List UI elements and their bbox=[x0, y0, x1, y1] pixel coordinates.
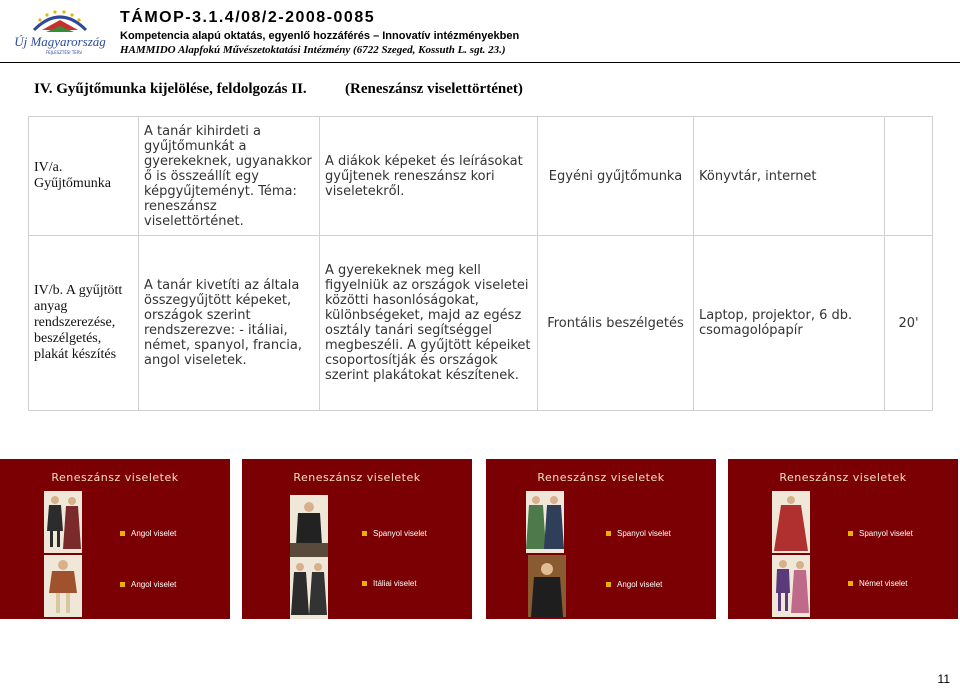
costume-figure-image bbox=[44, 491, 82, 553]
costume-figure-image bbox=[290, 557, 328, 619]
slide-thumbnail bbox=[728, 459, 958, 619]
institution-line: HAMMIDO Alapfokú Művészetoktatási Intézmény (6722 Szeged, Kossuth L. sgt. 23.) bbox=[120, 44, 506, 56]
method-cell: Egyéni gyűjtőmunka bbox=[538, 117, 694, 236]
bullet-icon bbox=[848, 531, 853, 536]
bullet-icon bbox=[606, 582, 611, 587]
slide-thumbnail bbox=[0, 459, 230, 619]
time-cell: 20' bbox=[885, 236, 933, 411]
student-activity-cell: A gyerekeknek meg kell figyelniük az országok viseletei közötti hasonlóságokat, különbségeket, majd az egész osztály tanári segítséggel megbeszéli. A gyűjtött képeiket csoportosítják és országok szerint plakátokat készítenek. bbox=[320, 236, 538, 411]
table-row bbox=[29, 117, 933, 236]
bullet-icon bbox=[362, 531, 367, 536]
student-activity-cell: A diákok képeket és leírásokat gyűjtenek reneszánsz kori viseletekről. bbox=[320, 117, 538, 236]
slide-bullet: Német viselet bbox=[848, 579, 907, 588]
slide-thumbnails bbox=[0, 459, 960, 619]
phase-cell: IV/b. A gyűjtött anyag rendszerezése, beszélgetés, plakát készítés bbox=[29, 236, 139, 411]
slide-bullet: Spanyol viselet bbox=[848, 529, 913, 538]
table-row bbox=[29, 236, 933, 411]
bullet-icon bbox=[362, 581, 367, 586]
bullet-icon bbox=[606, 531, 611, 536]
costume-figure-image bbox=[772, 555, 810, 617]
document-header bbox=[0, 0, 960, 62]
svg-text:Új Magyarország: Új Magyarország bbox=[14, 34, 106, 49]
page-number: 11 bbox=[937, 672, 950, 686]
section-subtitle: (Reneszánsz viselettörténet) bbox=[345, 81, 523, 97]
costume-figure-image bbox=[290, 495, 328, 557]
method-cell: Frontális beszélgetés bbox=[538, 236, 694, 411]
bullet-icon bbox=[120, 582, 125, 587]
slide-bullet: Spanyol viselet bbox=[606, 529, 671, 538]
slide-title: Reneszánsz viseletek bbox=[779, 471, 907, 484]
slide-bullet: Itáliai viselet bbox=[362, 579, 417, 588]
section-title: IV. Gyűjtőmunka kijelölése, feldolgozás II. bbox=[34, 81, 307, 97]
slide-thumbnail bbox=[486, 459, 716, 619]
teacher-activity-cell: A tanár kivetíti az általa összegyűjtött képeket, országok szerint rendszerezve: - itáliai, német, spanyol, francia, angol viseletek. bbox=[139, 236, 320, 411]
costume-figure-image bbox=[526, 491, 564, 553]
tools-cell: Laptop, projektor, 6 db. csomagolópapír bbox=[694, 236, 885, 411]
slide-bullet: Angol viselet bbox=[606, 580, 662, 589]
costume-figure-image bbox=[528, 555, 566, 617]
costume-figure-image bbox=[44, 555, 82, 617]
teacher-activity-cell: A tanár kihirdeti a gyűjtőmunkát a gyerekeknek, ugyanakkor ő is összeállít egy képgyűjteményt. Téma: reneszánsz viselettörténet. bbox=[139, 117, 320, 236]
header-divider bbox=[0, 62, 960, 63]
slide-bullet: Angol viselet bbox=[120, 529, 176, 538]
slide-thumbnail bbox=[242, 459, 472, 619]
slide-bullet: Spanyol viselet bbox=[362, 529, 427, 538]
project-code: TÁMOP-3.1.4/08/2-2008-0085 bbox=[120, 9, 376, 26]
slide-title: Reneszánsz viseletek bbox=[537, 471, 665, 484]
time-cell bbox=[885, 117, 933, 236]
project-subtitle: Kompetencia alapú oktatás, egyenlő hozzáférés – Innovatív intézményekben bbox=[120, 30, 520, 42]
bullet-icon bbox=[848, 581, 853, 586]
svg-text:FEJLESZTÉSI TERV: FEJLESZTÉSI TERV bbox=[45, 50, 83, 55]
phase-cell: IV/a. Gyűjtőmunka bbox=[29, 117, 139, 236]
uj-magyarorszag-logo bbox=[14, 6, 106, 56]
slide-bullet: Angol viselet bbox=[120, 580, 176, 589]
slide-title: Reneszánsz viseletek bbox=[51, 471, 179, 484]
costume-figure-image bbox=[772, 491, 810, 553]
slide-title: Reneszánsz viseletek bbox=[293, 471, 421, 484]
tools-cell: Könyvtár, internet bbox=[694, 117, 885, 236]
lesson-plan-table bbox=[28, 116, 933, 411]
bullet-icon bbox=[120, 531, 125, 536]
